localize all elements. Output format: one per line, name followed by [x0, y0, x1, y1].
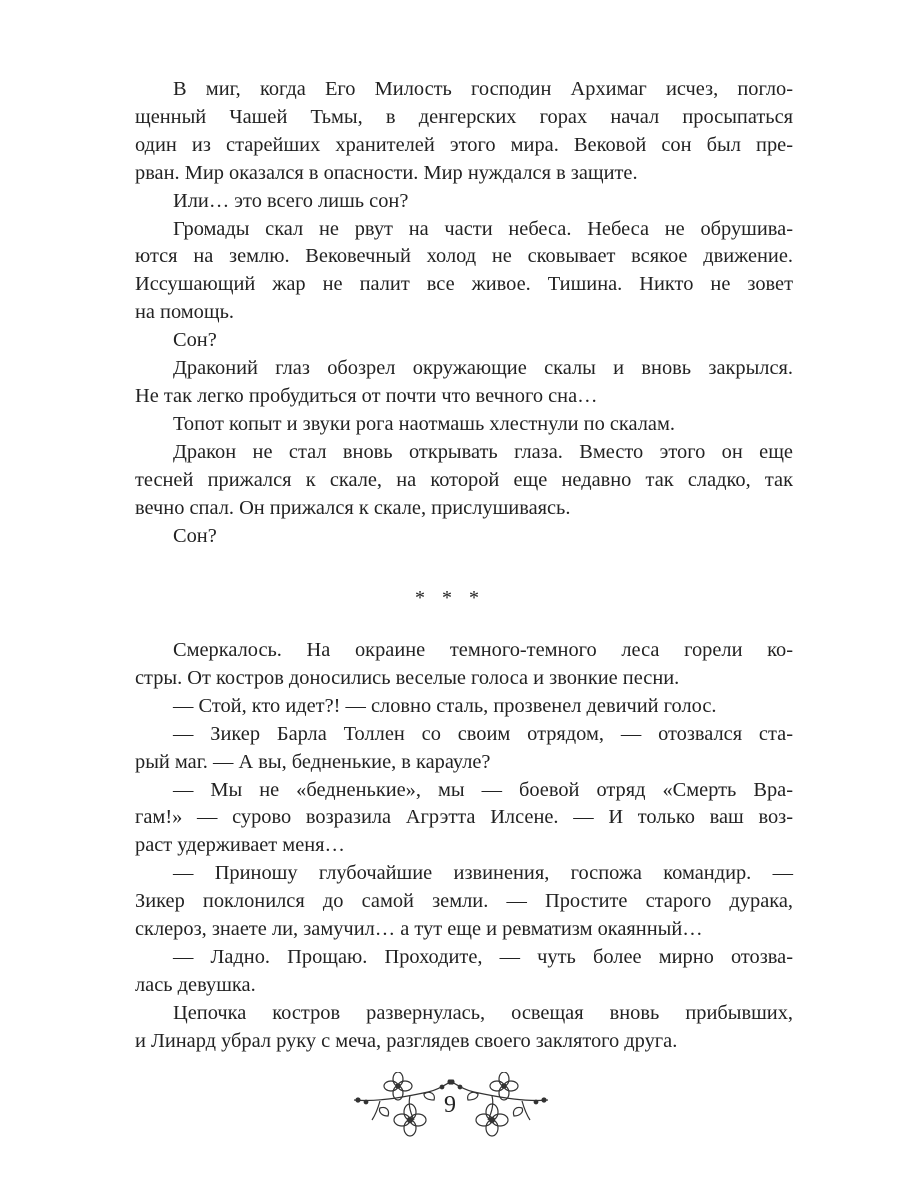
text-line: ются на землю. Вековечный холод не сковывает всякое движение.: [135, 245, 793, 268]
paragraph: [135, 1000, 793, 1056]
text-line: В миг, когда Его Милость господин Архимаг исчез, погло-: [173, 78, 793, 100]
text-line: Сон?: [173, 329, 217, 352]
text-line: Сон?: [173, 524, 217, 547]
text-line: Не так легко пробудиться от почти что вечного сна…: [135, 384, 598, 407]
text-line: и Линард убрал руку с меча, разглядев своего заклятого друга.: [135, 1029, 678, 1052]
paragraph: [135, 637, 793, 693]
text-line: Топот копыт и звуки рога наотмашь хлестнули по скалам.: [173, 412, 675, 435]
paragraph: [135, 777, 793, 861]
scene-separator: * * *: [415, 587, 485, 609]
flower-branch-icon: [442, 1072, 552, 1140]
text-line: склероз, знаете ли, замучил… а тут еще и ревматизм окаянный…: [135, 918, 703, 941]
paragraph: [135, 327, 793, 355]
text-line: Громады скал не рвут на части небеса. Небеса не обрушива-: [173, 217, 793, 240]
paragraph: [135, 860, 793, 944]
paragraph: [135, 216, 793, 328]
text-line: — Зикер Барла Толлен со своим отрядом, — отозвался ста-: [173, 722, 793, 745]
page-footer: [0, 1072, 900, 1142]
text-line: на помощь.: [135, 301, 234, 324]
text-line: Смеркалось. На окраине темного-темного леса горели ко-: [173, 639, 793, 661]
text-line: лась девушка.: [135, 973, 256, 996]
text-line: рван. Мир оказался в опасности. Мир нуждался в защите.: [135, 161, 638, 184]
page-number: 9: [444, 1092, 456, 1118]
text-line: Драконий глаз обозрел окружающие скалы и вновь закрылся.: [173, 357, 793, 380]
text-line: вечно спал. Он прижался к скале, прислушиваясь.: [135, 496, 571, 519]
text-line: — Ладно. Прощаю. Проходите, — чуть более мирно отозва-: [173, 945, 793, 968]
text-line: Или… это всего лишь сон?: [173, 189, 409, 212]
text-line: один из старейших хранителей этого мира. Вековой сон был пре-: [135, 133, 793, 156]
text-line: рый маг. — А вы, бедненькие, в карауле?: [135, 750, 491, 773]
paragraph: [135, 411, 793, 439]
text-line: — Стой, кто идет?! — словно сталь, прозвенел девичий голос.: [173, 694, 717, 717]
text-line: — Мы не «бедненькие», мы — боевой отряд «Смерть Вра-: [173, 778, 793, 801]
paragraph: [135, 76, 793, 188]
paragraph: [135, 721, 793, 777]
paragraph: [135, 523, 793, 551]
paragraph: [135, 188, 793, 216]
paragraph: [135, 439, 793, 523]
text-line: Дракон не стал вновь открывать глаза. Вместо этого он еще: [173, 440, 793, 463]
paragraph: [135, 355, 793, 411]
paragraph: [135, 944, 793, 1000]
text-line: Зикер поклонился до самой земли. — Простите старого дурака,: [135, 890, 793, 913]
text-line: Цепочка костров развернулась, освещая вновь прибывших,: [173, 1001, 793, 1024]
text-line: тесней прижался к скале, на которой еще недавно так сладко, так: [135, 468, 793, 491]
text-line: гам!» — сурово возразила Агрэтта Илсене. — И только ваш воз-: [135, 806, 793, 829]
text-line: раст удерживает меня…: [135, 834, 345, 857]
text-section-2: [135, 637, 793, 1056]
text-line: стры. От костров доносились веселые голоса и звонкие песни.: [135, 666, 680, 689]
text-line: — Приношу глубочайшие извинения, госпожа командир. —: [173, 862, 793, 885]
paragraph: [135, 693, 793, 721]
text-line: Иссушающий жар не палит все живое. Тишина. Никто не зовет: [135, 273, 793, 296]
text-line: щенный Чашей Тьмы, в денгерских горах начал просыпаться: [135, 105, 793, 128]
text-section-1: [135, 76, 793, 550]
